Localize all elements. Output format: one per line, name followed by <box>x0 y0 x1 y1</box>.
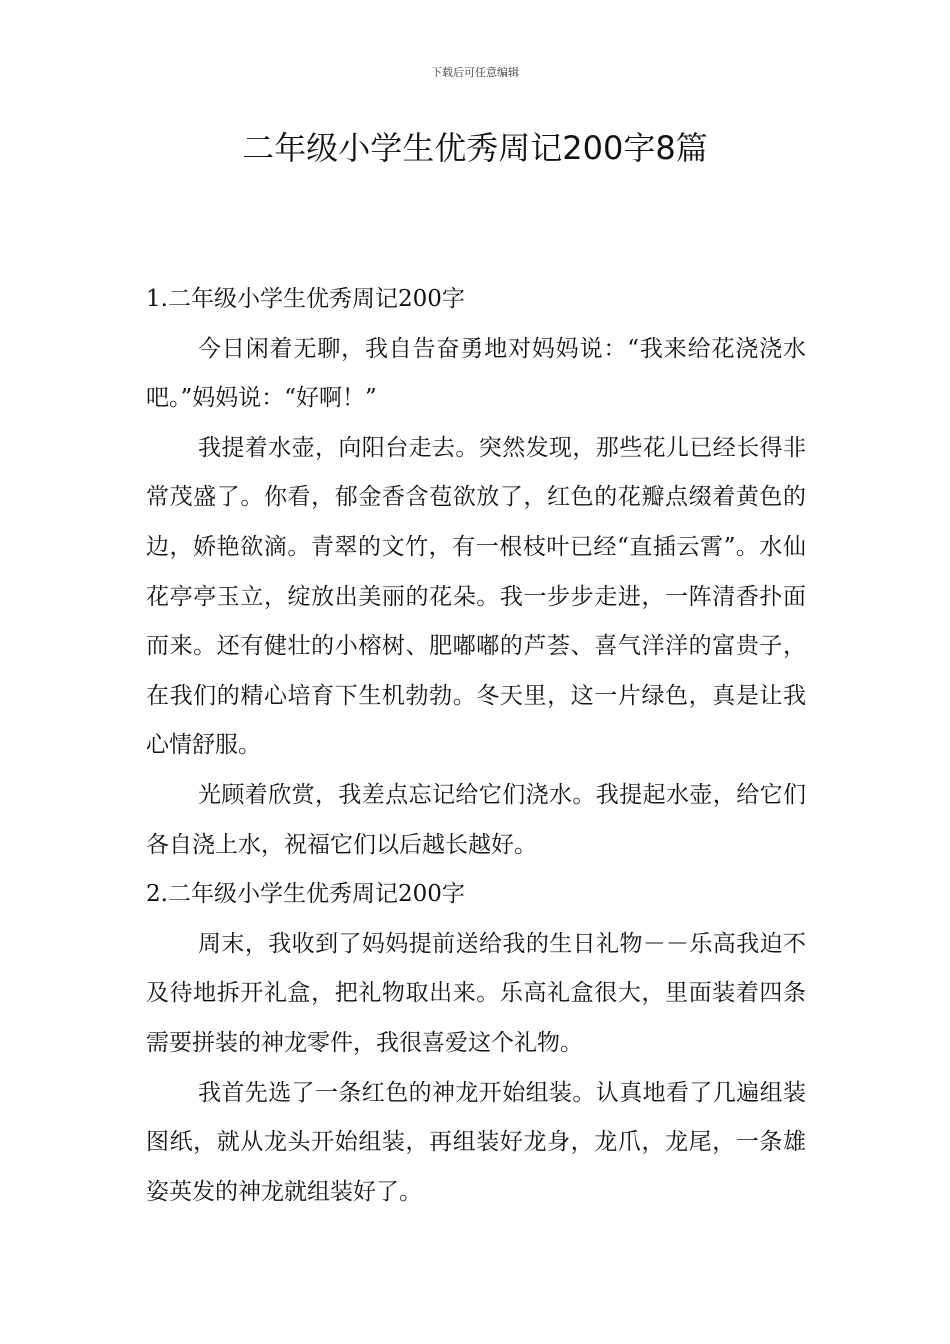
paragraph: 今日闲着无聊，我自告奋勇地对妈妈说：“我来给花浇浇水吧。”妈妈说：“好啊！” <box>146 335 806 412</box>
paragraph: 周末，我收到了妈妈提前送给我的生日礼物－－乐高我迫不及待地拆开礼盒，把礼物取出来。乐高礼盒很大，里面装着四条需要拼装的神龙零件，我很喜爱这个礼物。 <box>146 930 806 1056</box>
paragraph: 我提着水壶，向阳台走去。突然发现，那些花儿已经长得非常茂盛了。你看，郁金香含苞欲放了，红色的花瓣点缀着黄色的边，娇艳欲滴。青翠的文竹，有一根枝叶已经“直插云霄”。水仙花亭亭玉立，绽放出美丽的花朵。我一步步走进，一阵清香扑面而来。还有健壮的小榕树、肥嘟嘟的芦荟、喜气洋洋的富贵子，在我们的精心培育下生机勃勃。冬天里，这一片绿色，真是让我心情舒服。 <box>146 434 806 759</box>
paragraph: 我首先选了一条红色的神龙开始组装。认真地看了几遍组装图纸，就从龙头开始组装，再组装好龙身，龙爪，龙尾，一条雄姿英发的神龙就组装好了。 <box>146 1079 806 1205</box>
paragraph: 光顾着欣赏，我差点忘记给它们浇水。我提起水壶，给它们各自浇上水，祝福它们以后越长越好。 <box>146 781 806 858</box>
section-heading-1: 1.二年级小学生优秀周记200字 <box>146 286 465 312</box>
header-note: 下载后可任意编辑 <box>431 66 519 79</box>
document-title: 二年级小学生优秀周记200字8篇 <box>242 129 708 167</box>
document-body <box>146 275 806 1217</box>
section-heading-2: 2.二年级小学生优秀周记200字 <box>146 881 465 908</box>
